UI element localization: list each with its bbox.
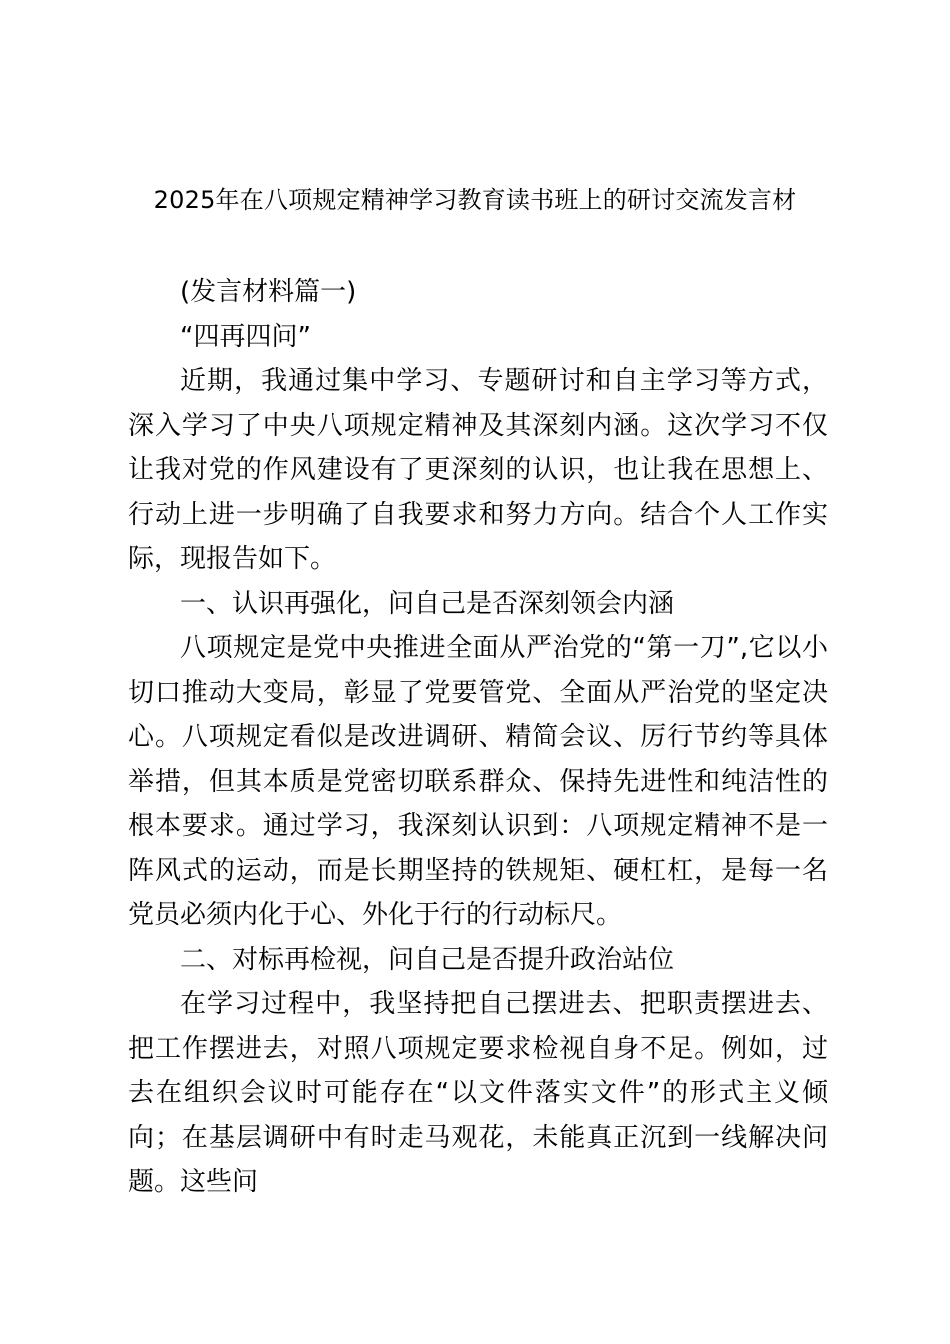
section-heading-2: 二、对标再检视，问自己是否提升政治站位: [180, 944, 675, 975]
paragraph-section-2: 在学习过程中，我坚持把自己摆进去、把职责摆进去、把工作摆进去，对照八项规定要求检视自身不足。例如，过去在组织会议时可能存在“以文件落实文件”的形式主义倾向；在基层调研中有时走马观花，未能真正沉到一线解决问题。这些问: [128, 989, 828, 1197]
section-heading-1: 一、认识再强化，问自己是否深刻领会内涵: [180, 588, 675, 619]
paragraph-intro: 近期，我通过集中学习、专题研讨和自主学习等方式，深入学习了中央八项规定精神及其深刻内涵。这次学习不仅让我对党的作风建设有了更深刻的认识，也让我在思想上、行动上进一步明确了自我要求和努力方向。结合个人工作实际，现报告如下。: [128, 366, 828, 574]
document-body: [128, 270, 828, 1205]
document-title: 2025年在八项规定精神学习教育读书班上的研讨交流发言材: [153, 186, 797, 214]
paragraph-subtitle: (发言材料篇一): [180, 277, 357, 307]
paragraph-section-1: 八项规定是党中央推进全面从严治党的“第一刀”,它以小切口推动大变局，彰显了党要管党、全面从严治党的坚定决心。八项规定看似是改进调研、精简会议、厉行节约等具体举措，但其本质是党密切联系群众、保持先进性和纯洁性的根本要求。通过学习，我深刻认识到：八项规定精神不是一阵风式的运动，而是长期坚持的铁规矩、硬杠杠，是每一名党员必须内化于心、外化于行的行动标尺。: [128, 633, 828, 930]
paragraph-theme: “四再四问”: [180, 321, 311, 352]
